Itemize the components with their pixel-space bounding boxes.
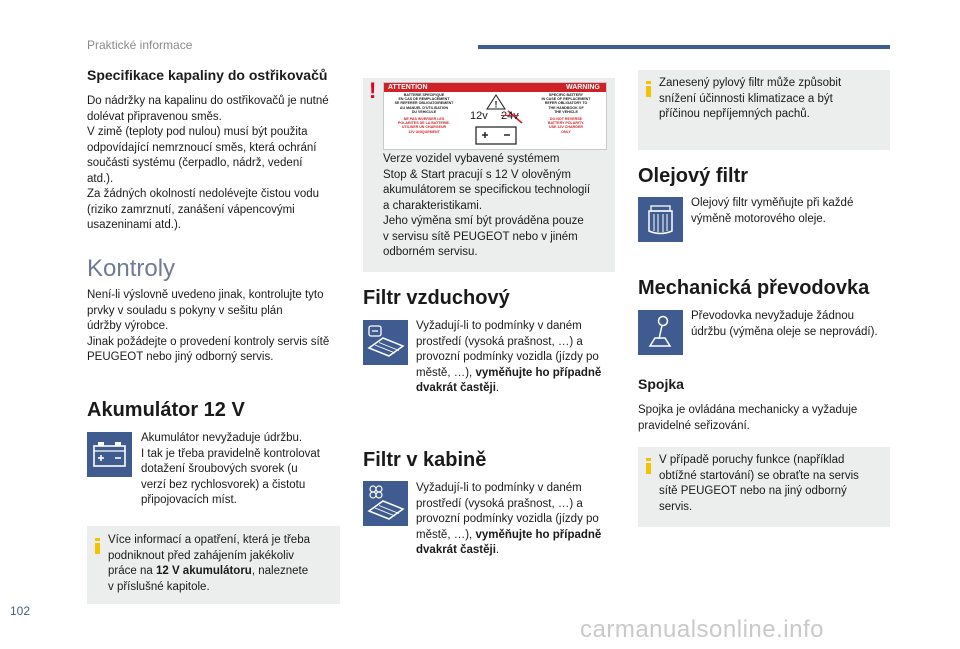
page-number: 102 <box>10 604 31 618</box>
washer-heading: Specifikace kapaliny do ostřikovačů <box>87 67 328 83</box>
battery-note-text: Více informací a opatření, která je třeba podniknout před zahájením jakékoliv práce na 12 V akumulátoru, naleznete v příslušné kapitole. <box>108 534 310 593</box>
cabin-filter-icon <box>363 481 408 526</box>
label-right-text: SPECIFIC BATTERY IN CASE OF REPLACEMENT REFER OBLIGATORY TO THE HANDBOOK OF THE VEHICLE DO NOT REVERSE BATTERY POLARITY. USE 12V CHARGER ONLY <box>541 93 591 134</box>
watermark: carmanualsonline.info <box>580 616 824 643</box>
svg-text:!: ! <box>494 99 498 110</box>
washer-text: Do nádržky na kapalinu do ostřikovačů je nutné dolévat připravenou směs. V zimě (teploty pod nulou) musí být použita odpovídající nemrznoucí směs, která ochrání součásti systému (čerpadlo, nádrž, vedení atd.). Za žádných okolností nedolévejte čistou vodu (riziko zamrznutí, zanášení vápencovými usazeninami atd.). <box>87 95 329 231</box>
clutch-note <box>638 447 890 527</box>
label-12v: 12v <box>470 110 488 122</box>
pollen-filter-note-text: Zanesený pylový filtr může způsobit snížení účinnosti klimatizace a být příčinou nepříjemných pachů. <box>659 77 842 120</box>
air-filter-heading: Filtr vzduchový <box>363 287 510 309</box>
label-warning: WARNING <box>566 84 600 91</box>
cabin-filter-heading: Filtr v kabině <box>363 449 487 471</box>
battery-icon <box>87 432 132 477</box>
oil-filter-text: Olejový filtr vyměňujte při každé výměně motorového oleje. <box>691 197 854 225</box>
battery-note <box>87 526 340 604</box>
gearbox-text: Převodovka nevyžaduje žádnou údržbu (výměna oleje se neprovádí). <box>691 310 878 338</box>
running-header: Praktické informace <box>87 38 193 52</box>
air-filter-icon <box>363 320 408 365</box>
header-bar <box>478 45 890 49</box>
gearbox-heading: Mechanická převodovka <box>638 277 870 299</box>
clutch-note-text: V případě poruchy funkce (například obtížné startování) se obraťte na servis sítě PEUGEOT nebo na jiný odborný servis. <box>659 454 859 513</box>
clutch-text: Spojka je ovládána mechanicky a vyžaduje pravidelné seřizování. <box>638 404 858 432</box>
cabin-filter-text: Vyžadují-li to podmínky v daném prostředí (vysoká prašnost, …) a provozní podmínky vozidla (jízdy po městě, …), vyměňujte ho případně dvakrát častěji. <box>416 482 602 556</box>
stopstart-note <box>363 78 615 272</box>
info-icon <box>646 81 651 97</box>
oil-filter-icon <box>638 197 683 242</box>
info-icon <box>646 458 651 474</box>
label-attention: ATTENTION <box>388 84 428 91</box>
oil-filter-heading: Olejový filtr <box>638 165 749 187</box>
warning-icon: ! <box>369 78 377 103</box>
checks-heading: Kontroly <box>87 255 176 282</box>
info-icon <box>95 538 100 554</box>
label-24v: 24v <box>501 110 519 122</box>
clutch-heading: Spojka <box>638 376 684 392</box>
stopstart-text: Verze vozidel vybavené systémem Stop & Start pracují s 12 V olověným akumulátorem se specifickou technologií a charakteristikami. Jeho výměna smí být prováděna pouze v servisu sítě PEUGEOT nebo v jiném odborném servisu. <box>383 153 591 258</box>
checks-text: Není-li výslovně uvedeno jinak, kontrolujte tyto prvky v souladu s pokyny v sešitu plán údržby výrobce. Jinak požádejte o provedení kontroly servis sítě PEUGEOT nebo jiný odborný servis. <box>87 289 330 363</box>
battery-warning-label <box>383 82 607 150</box>
battery-heading: Akumulátor 12 V <box>87 399 245 421</box>
pollen-filter-note <box>638 70 890 150</box>
air-filter-text: Vyžadují-li to podmínky v daném prostředí (vysoká prašnost, …) a provozní podmínky vozidla (jízdy po městě, …), vyměňujte ho případně dvakrát častěji. <box>416 320 602 394</box>
gearbox-icon <box>638 310 683 355</box>
battery-text: Akumulátor nevyžaduje údržbu. I tak je třeba pravidelně kontrolovat dotažení šroubových svorek (u verzí bez rychlosvorek) a čistotu připojovacích míst. <box>141 432 320 506</box>
label-left-text: BATTERIE SPECIFIQUE EN CAS DE REMPLACEMENT SE REFERER OBLIGATOIREMENT AU MANUEL D'UTILISATION DU VEHICULE NE PAS INVERSER LES POLARITES DE LA BATTERIE. UTILISER UN CHARGEUR 12V UNIQUEMENT <box>394 93 454 134</box>
